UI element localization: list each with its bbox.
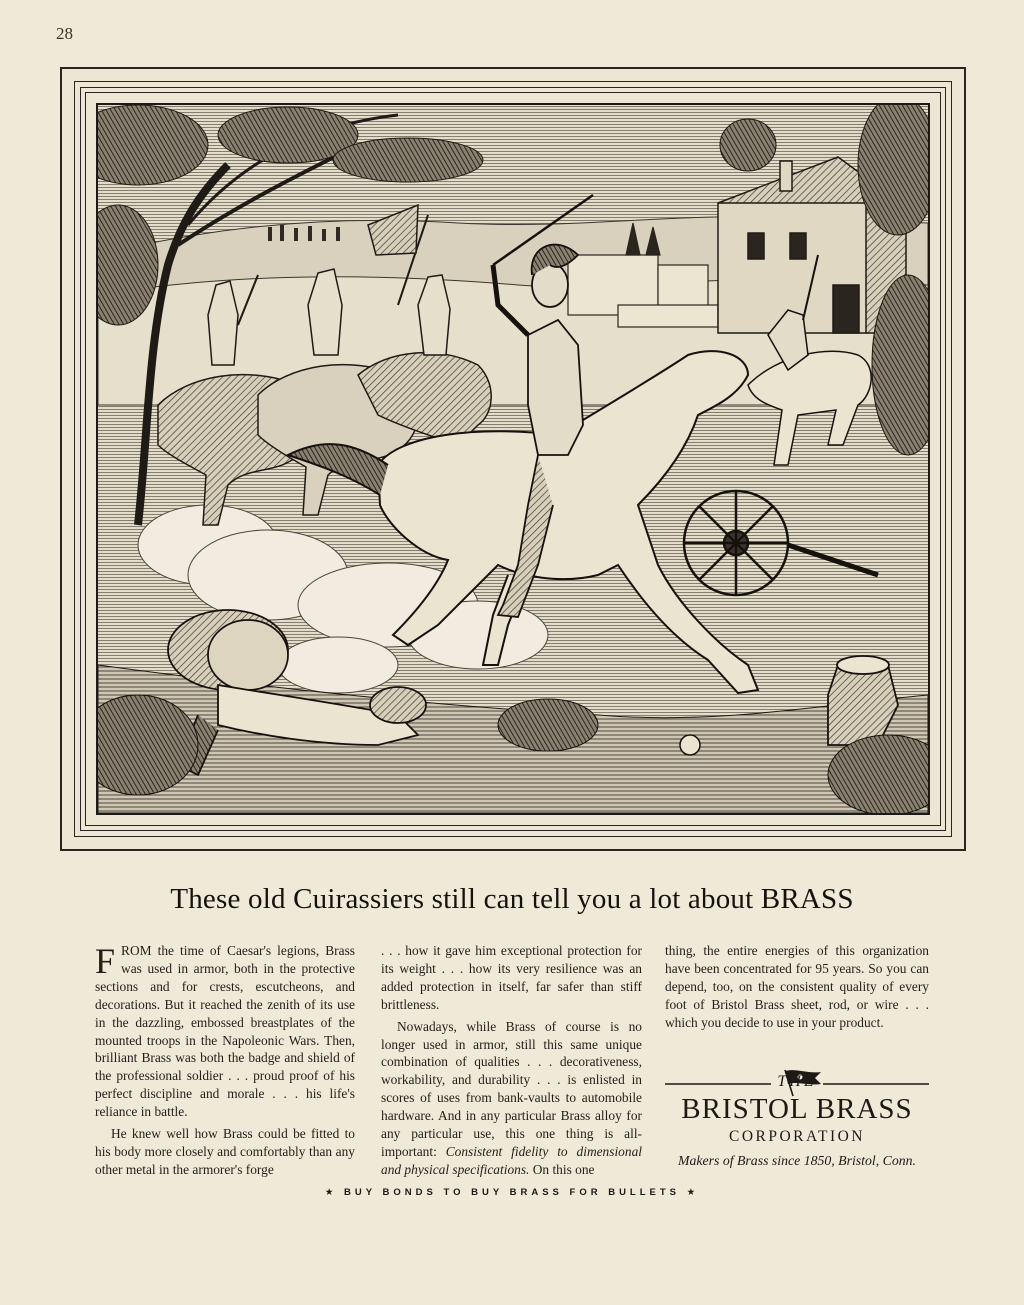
- lead-smallcaps: ROM: [121, 943, 152, 958]
- col2-paragraph-2-start: Nowadays, while Brass of course is no longer used in armor, still this same unique combination of qualities . . . decorativeness, workability, and durability . . . is enlisted in scores of uses from bank-vaults to automobile hardware. And in any particular Brass alloy for any particular use, this one thing is all-important:: [381, 1018, 642, 1159]
- col1-paragraph-1: the time of Caesar's legions, Brass was used in armor, both in the protective sections and for crests, escutcheons, and decorations. But it reached the zenith of its use in the dazzling, embossed breastplates of the mounted troops in the Napoleonic Wars. Then, brilliant Brass was both the badge and shield of the professional soldier . . . proud proof of his perfect discipline and morale . . . his life's reliance in battle.: [95, 943, 355, 1120]
- signature-the: THE: [777, 1073, 817, 1090]
- col2-paragraph-1: . . . how it gave him exceptional protection for its weight . . . how its very resilience was an added protection in itself, far safer than stiff brittleness.: [381, 943, 642, 1012]
- company-name: BRISTOL BRASS: [681, 1093, 913, 1125]
- col1-paragraph-2: He knew well how Brass could be fitted to his body more closely and comfortably than any other metal in the armorer's forge: [95, 1126, 355, 1177]
- drop-cap: F: [95, 941, 116, 981]
- col2-italic-phrase: Consistent fidelity to dimensional and physical specifications.: [381, 1143, 642, 1177]
- col2-paragraph-2: [381, 1018, 642, 1179]
- body-column-2: [381, 942, 642, 1183]
- page-number: 28: [56, 24, 73, 43]
- company-tagline: Makers of Brass since 1850, Bristol, Conn.: [678, 1153, 916, 1168]
- cuirassier-engraving: [96, 103, 930, 815]
- body-column-3: [665, 942, 929, 1036]
- col3-paragraph-1: thing, the entire energies of this organization have been concentrated for 95 years. So you can depend, too, on the consistent quality of every foot of Bristol Brass sheet, rod, or wire . . . which you decide to use in your product.: [665, 943, 929, 1030]
- col2-paragraph-2-end: On this one: [529, 1161, 595, 1177]
- company-corporation: CORPORATION: [728, 1128, 865, 1145]
- headline: These old Cuirassiers still can tell you a lot about BRASS: [170, 883, 854, 915]
- footer-slogan: ★ BUY BONDS TO BUY BRASS FOR BULLETS ★: [324, 1187, 700, 1198]
- body-column-1: [95, 942, 355, 1183]
